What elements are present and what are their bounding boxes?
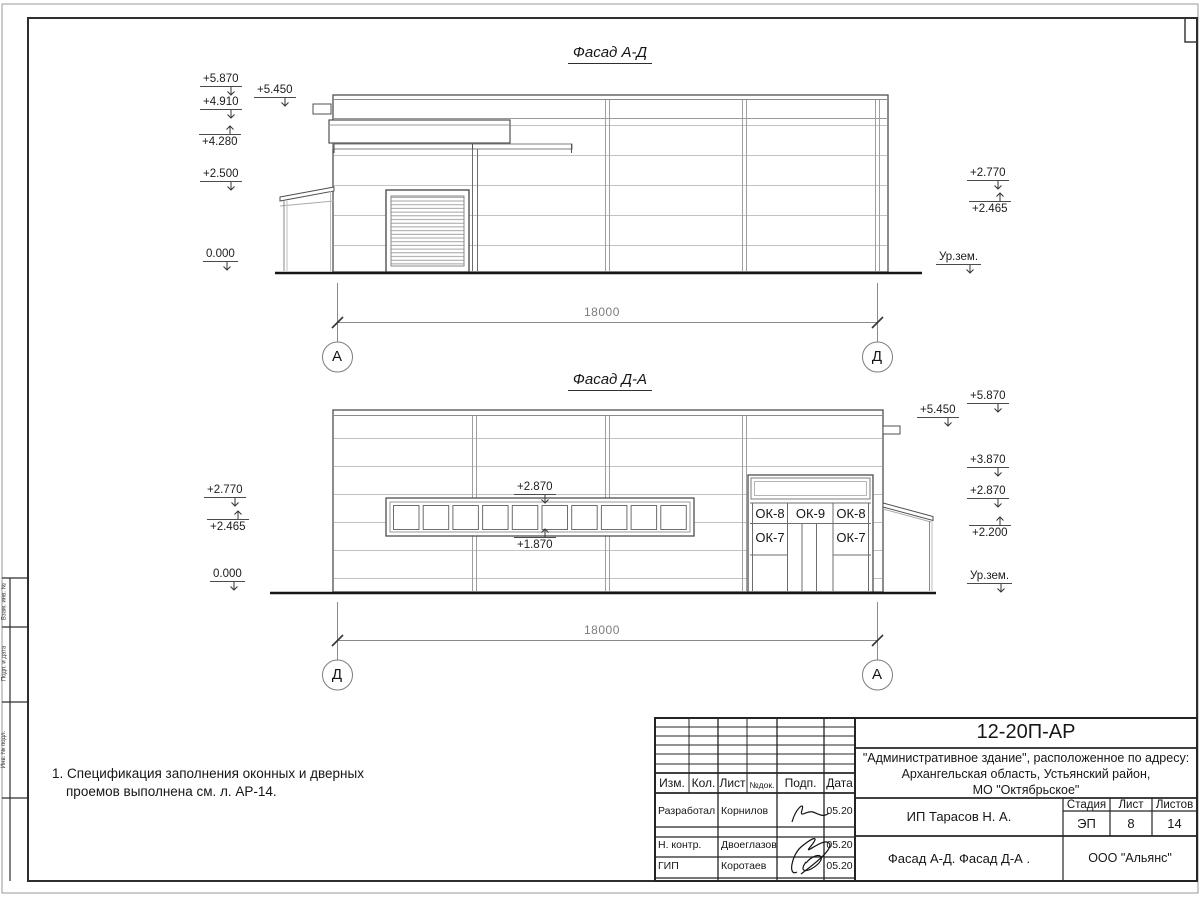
sheet-number: 8 xyxy=(1127,816,1135,831)
frame-strip-label: Подп. и дата xyxy=(1,645,8,682)
elev-value: +2.770 xyxy=(204,484,246,498)
elev-value: +2.465 xyxy=(969,201,1011,215)
window-label: ОК-7 xyxy=(755,530,785,545)
staff-date: 05.20 xyxy=(826,860,853,872)
sheets-header: Листов xyxy=(1155,799,1194,811)
sheet-header: Лист xyxy=(1118,799,1144,811)
elev-value: +4.280 xyxy=(199,134,241,148)
elev-value: +2.465 xyxy=(207,519,249,533)
down-arrow-icon xyxy=(992,499,1004,509)
elev-mark xyxy=(967,570,1012,594)
elev-value: +3.870 xyxy=(967,454,1009,468)
staff-name: Двоеглазов xyxy=(721,839,777,851)
down-arrow-icon xyxy=(229,498,241,508)
note-line-1: 1. Спецификация заполнения оконных и дверных xyxy=(52,766,364,781)
facade1-title xyxy=(540,44,680,64)
down-arrow-icon xyxy=(964,265,976,275)
dimension-1 xyxy=(323,283,893,372)
col-header-kol: Кол. xyxy=(691,776,716,790)
elev-mark xyxy=(203,248,238,272)
project-line-3: МО "Октябрьское" xyxy=(972,783,1080,797)
doc-number: 12-20П-АР xyxy=(976,721,1076,743)
up-arrow-icon xyxy=(994,191,1006,201)
stage-value: ЭП xyxy=(1077,816,1096,831)
down-arrow-icon xyxy=(279,98,291,108)
frame-strip-label: Инв. № подл. xyxy=(1,730,7,769)
stage-header: Стадия xyxy=(1066,799,1107,811)
elev-value: +2.500 xyxy=(200,168,242,182)
elev-value: +4.910 xyxy=(200,96,242,110)
down-arrow-icon xyxy=(995,584,1007,594)
elev-mark xyxy=(967,485,1009,509)
window-label: ОК-8 xyxy=(755,506,785,521)
staff-date: 05.20 xyxy=(826,839,853,851)
axis-bubble: А xyxy=(331,348,342,365)
axis-bubble: А xyxy=(871,666,882,683)
up-arrow-icon xyxy=(232,509,244,519)
elev-value: +2.870 xyxy=(967,485,1009,499)
col-header-izm: Изм. xyxy=(659,776,685,790)
elev-value: +2.200 xyxy=(969,525,1011,539)
elev-mark xyxy=(967,454,1009,478)
elev-mark xyxy=(514,527,556,551)
elev-mark xyxy=(967,167,1009,191)
elev-mark xyxy=(207,509,249,533)
elev-mark xyxy=(200,168,242,192)
staff-role: Н. контр. xyxy=(658,839,702,851)
elev-value: +5.870 xyxy=(200,73,242,87)
col-header-ndok: №док. xyxy=(749,780,775,790)
elev-value: 0.000 xyxy=(210,568,245,582)
staff-role: ГИП xyxy=(658,860,679,872)
elev-mark xyxy=(254,84,296,108)
down-arrow-icon xyxy=(221,262,233,272)
staff-name: Коротаев xyxy=(721,860,767,872)
staff-role: Разработал xyxy=(658,805,716,817)
up-arrow-icon xyxy=(994,515,1006,525)
up-arrow-icon xyxy=(539,527,551,537)
elev-value: +2.870 xyxy=(514,481,556,495)
up-arrow-icon xyxy=(224,124,236,134)
elev-mark xyxy=(204,484,246,508)
down-arrow-icon xyxy=(992,404,1004,414)
col-header-podp: Подп. xyxy=(784,776,817,790)
down-arrow-icon xyxy=(228,582,240,592)
elev-value: Ур.зем. xyxy=(936,251,981,265)
dimension-value: 18000 xyxy=(584,305,620,319)
project-line-1: "Административное здание", расположенное по адресу: xyxy=(862,751,1190,765)
elev-mark xyxy=(200,96,242,120)
pipe-2 xyxy=(883,426,900,434)
axis-bubble: Д xyxy=(871,348,883,365)
elev-mark xyxy=(210,568,245,592)
facade1-title-text: Фасад А-Д xyxy=(568,44,652,64)
frame-strip-label: Взам. инв. № xyxy=(1,582,8,621)
dimension-value: 18000 xyxy=(584,623,620,637)
elev-value: Ур.зем. xyxy=(967,570,1012,584)
left-leanto xyxy=(280,187,334,271)
down-arrow-icon xyxy=(225,182,237,192)
staff-date: 05.20 xyxy=(826,805,853,817)
elev-value: +2.770 xyxy=(967,167,1009,181)
axis-bubble: Д xyxy=(331,666,343,683)
elev-mark xyxy=(969,191,1011,215)
staff-name: Корнилов xyxy=(721,805,769,817)
col-header-list: Лист xyxy=(719,776,746,790)
project-line-2: Архангельская область, Устьянский район, xyxy=(901,767,1151,781)
down-arrow-icon xyxy=(992,181,1004,191)
down-arrow-icon xyxy=(992,468,1004,478)
right-leanto xyxy=(883,503,933,591)
elev-mark xyxy=(514,481,556,505)
elev-mark xyxy=(936,251,981,275)
elev-value: +5.870 xyxy=(967,390,1009,404)
window-label: ОК-9 xyxy=(795,506,826,521)
client-name: ИП Тарасов Н. А. xyxy=(906,809,1012,824)
facade-a-d-drawing xyxy=(275,95,922,372)
elev-value: +5.450 xyxy=(917,404,959,418)
elev-mark xyxy=(200,73,242,97)
elev-mark xyxy=(917,404,959,428)
elev-value: +5.450 xyxy=(254,84,296,98)
sheet-title: Фасад А-Д. Фасад Д-А . xyxy=(887,851,1031,866)
elev-value: 0.000 xyxy=(203,248,238,262)
facade2-title xyxy=(540,371,680,391)
facade2-title-text: Фасад Д-А xyxy=(568,371,652,391)
down-arrow-icon xyxy=(225,110,237,120)
window-label: ОК-7 xyxy=(836,530,866,545)
pipe xyxy=(313,104,331,114)
elev-mark xyxy=(969,515,1011,539)
elev-value: +1.870 xyxy=(514,537,556,551)
company-name: ООО "Альянс" xyxy=(1088,851,1172,865)
roller-door xyxy=(386,190,469,272)
sheets-total: 14 xyxy=(1167,816,1182,831)
dimension-2 xyxy=(323,602,893,690)
elev-mark xyxy=(967,390,1009,414)
down-arrow-icon xyxy=(539,495,551,505)
down-arrow-icon xyxy=(942,418,954,428)
note-line-2: проемов выполнена см. л. АР-14. xyxy=(66,784,277,799)
facade-d-a-drawing xyxy=(270,410,936,690)
window-label: ОК-8 xyxy=(836,506,866,521)
elev-mark xyxy=(199,124,241,148)
col-header-data: Дата xyxy=(826,776,853,790)
